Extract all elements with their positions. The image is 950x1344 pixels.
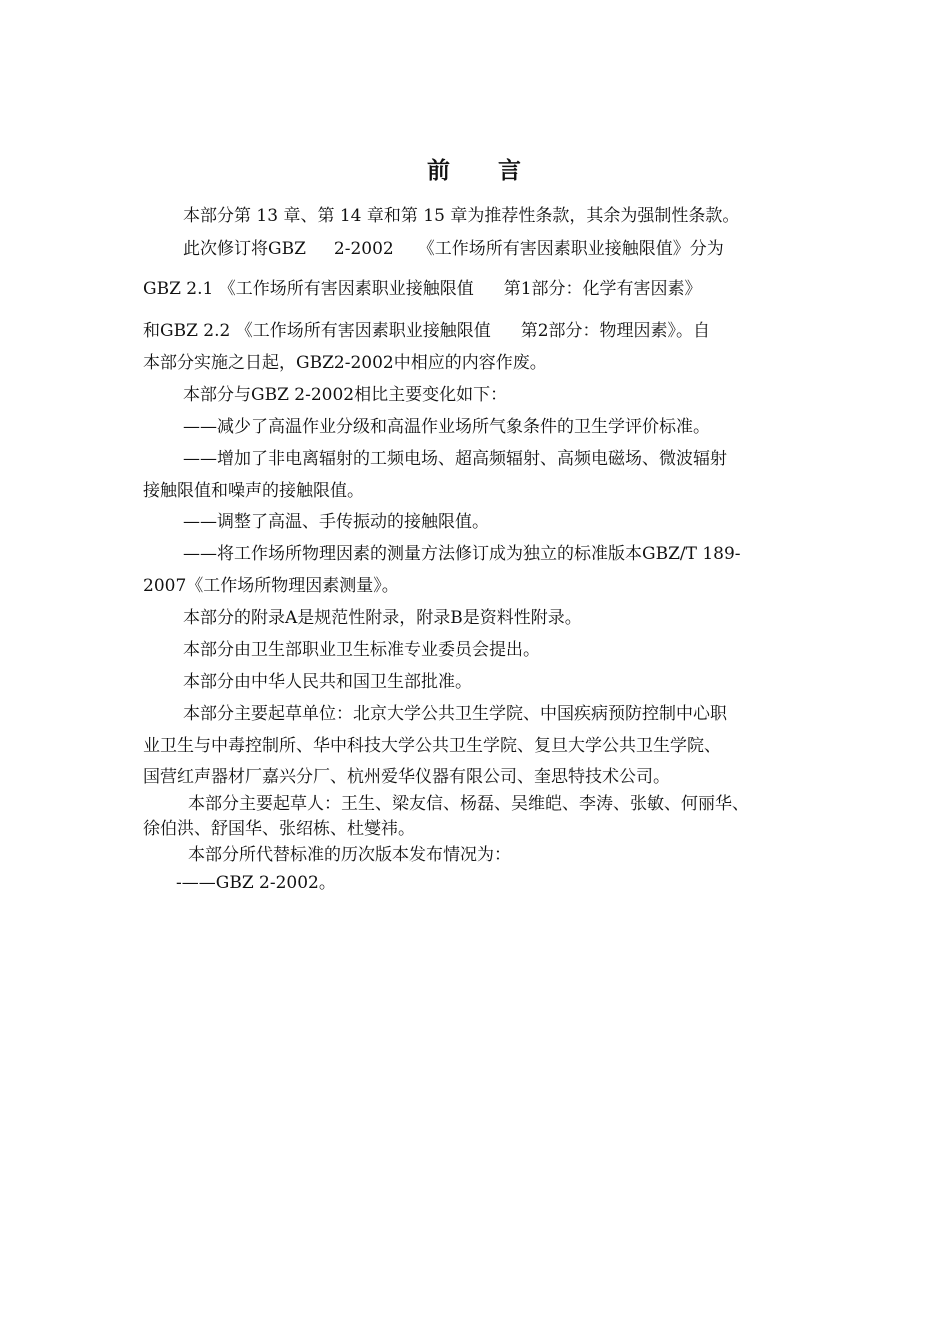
paragraph-line: 本部分第 13 章、第 14 章和第 15 章为推荐性条款，其余为强制性条款。 xyxy=(183,206,740,226)
title-char-2: 言 xyxy=(498,157,523,184)
paragraph-line: 本部分由卫生部职业卫生标准专业委员会提出。 xyxy=(183,640,540,660)
page-title xyxy=(0,152,950,185)
paragraph-line: 本部分由中华人民共和国卫生部批准。 xyxy=(183,672,472,692)
paragraph-line xyxy=(143,278,702,300)
text-segment: 2-2002 xyxy=(333,239,394,259)
text-segment: 第1部分：化学有害因素》 xyxy=(503,279,702,299)
list-item: ——调整了高温、手传振动的接触限值。 xyxy=(183,512,489,532)
paragraph-line: 本部分实施之日起，GBZ2-2002中相应的内容作废。 xyxy=(143,353,547,373)
list-item: -——GBZ 2-2002。 xyxy=(176,873,336,893)
paragraph-line: 本部分的附录A是规范性附录，附录B是资料性附录。 xyxy=(183,608,582,628)
list-item: ——减少了高温作业分级和高温作业场所气象条件的卫生学评价标准。 xyxy=(183,417,710,437)
text-segment: 此次修订将GBZ xyxy=(183,239,306,259)
paragraph-line: 业卫生与中毒控制所、华中科技大学公共卫生学院、复旦大学公共卫生学院、 xyxy=(143,736,721,756)
list-item: ——将工作场所物理因素的测量方法修订成为独立的标准版本GBZ/T 189- xyxy=(183,544,741,564)
paragraph-line: 本部分与GBZ 2-2002相比主要变化如下： xyxy=(183,385,508,405)
paragraph-line: 本部分所代替标准的历次版本发布情况为： xyxy=(188,845,511,865)
paragraph-line: 本部分主要起草人：王生、梁友信、杨磊、吴维皑、李涛、张敏、何丽华、 xyxy=(188,794,749,814)
text-segment: GBZ 2.1 《工作场所有害因素职业接触限值 xyxy=(143,279,474,299)
paragraph-line: 国营红声器材厂嘉兴分厂、杭州爱华仪器有限公司、奎思特技术公司。 xyxy=(143,767,670,787)
paragraph-line: 2007《工作场所物理因素测量》。 xyxy=(143,576,399,596)
text-segment: 《工作场所有害因素职业接触限值》分为 xyxy=(417,239,724,259)
paragraph-line: 本部分主要起草单位：北京大学公共卫生学院、中国疾病预防控制中心职 xyxy=(183,704,727,724)
text-segment: 第2部分：物理因素》。自 xyxy=(520,321,711,341)
paragraph-line xyxy=(183,238,724,260)
paragraph-line xyxy=(143,320,710,342)
list-item: ——增加了非电离辐射的工频电场、超高频辐射、高频电磁场、微波辐射 xyxy=(183,449,727,469)
paragraph-line: 徐伯洪、舒国华、张绍栋、杜燮祎。 xyxy=(143,819,415,839)
paragraph-line: 接触限值和噪声的接触限值。 xyxy=(143,481,364,501)
text-segment: 和GBZ 2.2 《工作场所有害因素职业接触限值 xyxy=(143,321,491,341)
title-char-1: 前 xyxy=(427,157,452,184)
